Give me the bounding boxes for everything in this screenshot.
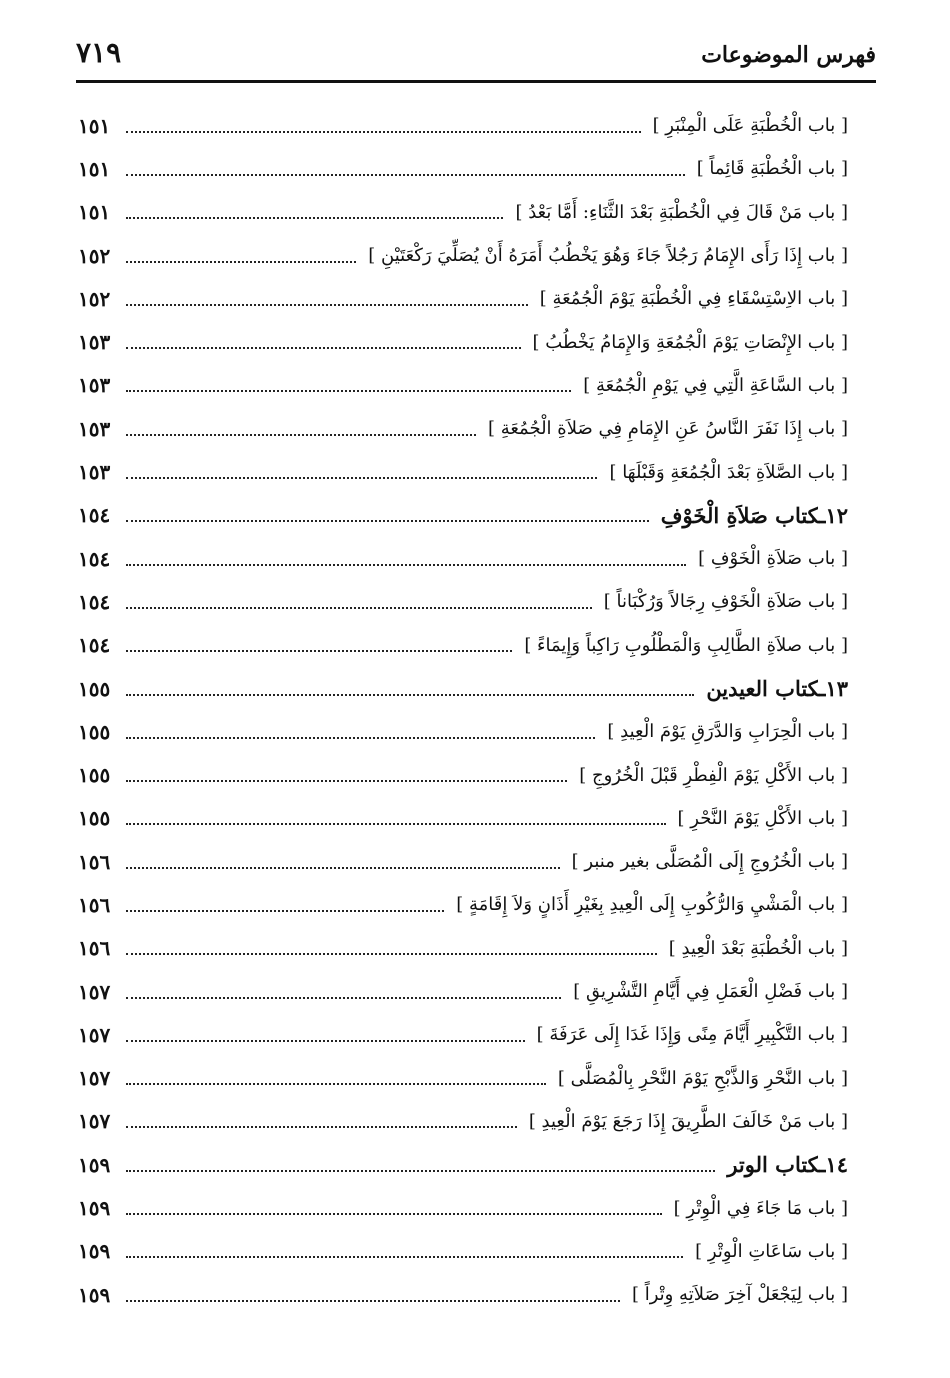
- running-header-title: فهرس الموضوعات: [701, 42, 876, 68]
- page-ref: ١٥٧: [78, 1022, 111, 1047]
- toc-row: [78, 970, 848, 1013]
- dot-leader: [126, 520, 649, 522]
- toc-row: [78, 234, 848, 277]
- page-ref: ١٥٤: [78, 503, 111, 528]
- chapter-title: [719, 1152, 848, 1177]
- section-title: [ باب لِيَجْعَلْ آخِرَ صَلاَتِهِ وِتْراً ]: [631, 1284, 848, 1306]
- toc-row: [78, 104, 848, 147]
- dot-leader: [126, 261, 356, 263]
- toc-row: [78, 407, 848, 450]
- section-title: [ باب إِذَا نَفَرَ النَّاسُ عَنِ الإِمَامِ فِي صَلاَةِ الْجُمُعَةِ ]: [487, 418, 848, 440]
- toc-row: [78, 1013, 848, 1056]
- dot-leader: [126, 1300, 620, 1302]
- section-title: [ باب التَّكْبِيرِ أَيَّامَ مِنًى وَإِذَا غَدَا إِلَى عَرَفَةَ ]: [536, 1024, 848, 1046]
- section-title: [ باب فَضْلِ الْعَمَلِ فِي أَيَّامِ التَّشْرِيقِ ]: [573, 981, 848, 1003]
- section-title: [ باب سَاعَاتِ الْوِتْرِ ]: [695, 1240, 848, 1262]
- dot-leader: [126, 1126, 517, 1128]
- page-ref: ١٥٥: [78, 763, 111, 788]
- chapter-number: ١٢ـ: [819, 502, 848, 528]
- chapter-number: ١٣ـ: [819, 676, 848, 701]
- page-ref: ١٥٤: [78, 633, 111, 658]
- toc-row: [78, 320, 848, 363]
- section-title: [ باب مَنْ قَالَ فِي الْخُطْبَةِ بَعْدَ الثَّنَاءِ: أَمَّا بَعْدُ ]: [515, 201, 848, 223]
- page-ref: ١٥١: [78, 200, 111, 225]
- toc-row: [78, 1057, 848, 1100]
- section-title: [ باب مَا جَاءَ فِي الْوِتْرِ ]: [673, 1197, 848, 1219]
- toc-row: [78, 1100, 848, 1143]
- dot-leader: [126, 780, 567, 782]
- toc-row: [78, 1273, 848, 1316]
- dot-leader: [126, 1256, 683, 1258]
- toc-row: [78, 797, 848, 840]
- chapter-heading-row: [78, 667, 848, 710]
- dot-leader: [126, 1083, 546, 1085]
- page-ref: ١٥٥: [78, 719, 111, 744]
- dot-leader: [126, 910, 444, 912]
- section-title: [ باب الْحِرَابِ وَالدَّرَقِ يَوْمَ الْعِيدِ ]: [607, 721, 848, 743]
- toc-row: [78, 450, 848, 493]
- dot-leader: [126, 347, 521, 349]
- page-ref: ١٥٩: [78, 1152, 111, 1177]
- toc-row: [78, 1230, 848, 1273]
- dot-leader: [126, 650, 512, 652]
- page-ref: ١٥٩: [78, 1196, 111, 1221]
- page-ref: ١٥٦: [78, 936, 111, 961]
- dot-leader: [126, 1213, 662, 1215]
- dot-leader: [126, 737, 595, 739]
- page-ref: ١٥٧: [78, 1109, 111, 1134]
- section-title: [ باب صَلاَةِ الْخَوْفِ ]: [698, 548, 848, 570]
- page-ref: ١٥٦: [78, 892, 111, 917]
- toc-row: [78, 1186, 848, 1229]
- chapter-title-text: كتاب صَلاَةِ الْخَوْفِ: [660, 502, 820, 528]
- page-ref: ١٥٧: [78, 1066, 111, 1091]
- dot-leader: [126, 564, 686, 566]
- section-title: [ باب صَلاَةِ الْخَوْفِ رِجَالاً وَرُكْبَاناً ]: [603, 591, 848, 613]
- dot-leader: [126, 174, 685, 176]
- page-ref: ١٥٥: [78, 806, 111, 831]
- toc-row: [78, 277, 848, 320]
- page-ref: ١٥٣: [78, 460, 111, 485]
- toc-row: [78, 191, 848, 234]
- section-title: [ باب الإِنْصَاتِ يَوْمَ الْجُمُعَةِ وَالإِمَامُ يَخْطُبُ ]: [532, 331, 848, 353]
- page-ref: ١٥٧: [78, 979, 111, 1004]
- dot-leader: [126, 131, 641, 133]
- page-ref: ١٥٦: [78, 849, 111, 874]
- section-title: [ باب الْخُطْبَةِ قَائِماً ]: [696, 158, 848, 180]
- toc-row: [78, 364, 848, 407]
- page-ref: ١٥٩: [78, 1239, 111, 1264]
- section-title: [ باب السَّاعَةِ الَّتِي فِي يَوْمِ الْجُمُعَةِ ]: [583, 374, 848, 396]
- toc-row: [78, 537, 848, 580]
- section-title: [ باب صلاَةِ الطَّالِبِ وَالْمَطْلُوبِ رَاكِباً وَإِيمَاءً ]: [524, 634, 848, 656]
- page-ref: ١٥٣: [78, 416, 111, 441]
- section-title: [ باب إِذَا رَأَى الإِمَامُ رَجُلاً جَاءَ وَهُوَ يَخْطُبُ أَمَرَهُ أَنْ يُصَلِّيَ رَكْعَتَيْنِ ]: [368, 245, 848, 267]
- section-title: [ باب الْمَشْيِ وَالرُّكُوبِ إِلَى الْعِيدِ بِغَيْرِ أَذَانٍ وَلاَ إِقَامَةٍ ]: [456, 894, 848, 916]
- header-rule: [76, 80, 876, 83]
- page-number: ٧١٩: [76, 36, 122, 69]
- toc-row: [78, 883, 848, 926]
- toc-row: [78, 927, 848, 970]
- chapter-heading-row: [78, 1143, 848, 1186]
- chapter-number: ١٤ـ: [819, 1152, 848, 1178]
- dot-leader: [126, 1040, 525, 1042]
- dot-leader: [126, 823, 666, 825]
- page-ref: ١٥١: [78, 156, 111, 181]
- dot-leader: [126, 953, 657, 955]
- page-ref: ١٥٣: [78, 330, 111, 355]
- section-title: [ باب مَنْ خَالَفَ الطَّرِيقَ إِذَا رَجَعَ يَوْمَ الْعِيدِ ]: [528, 1110, 848, 1132]
- section-title: [ باب الْخُطْبَةِ بَعْدَ الْعِيدِ ]: [668, 937, 848, 959]
- dot-leader: [126, 867, 560, 869]
- section-title: [ باب النَّحْرِ وَالذَّبْحِ يَوْمَ النَّحْرِ بِالْمُصَلَّى ]: [557, 1067, 848, 1089]
- section-title: [ باب الأَكْلِ يَوْمَ النَّحْرِ ]: [677, 807, 848, 829]
- dot-leader: [126, 607, 592, 609]
- chapter-title-text: كتاب العيدين: [706, 676, 820, 701]
- section-title: [ باب الْخُطْبَةِ عَلَى الْمِنْبَرِ ]: [652, 115, 848, 137]
- toc-row: [78, 147, 848, 190]
- dot-leader: [126, 304, 528, 306]
- dot-leader: [126, 217, 503, 219]
- table-of-contents: [78, 104, 848, 1316]
- dot-leader: [126, 434, 476, 436]
- dot-leader: [126, 477, 597, 479]
- page-ref: ١٥٩: [78, 1282, 111, 1307]
- page-ref: ١٥٢: [78, 286, 111, 311]
- toc-row: [78, 624, 848, 667]
- page-ref: ١٥٤: [78, 546, 111, 571]
- page-ref: ١٥٣: [78, 373, 111, 398]
- page-ref: ١٥٢: [78, 243, 111, 268]
- chapter-title-text: كتاب الوتر: [727, 1152, 820, 1178]
- page-ref: ١٥١: [78, 113, 111, 138]
- section-title: [ باب الاِسْتِسْقَاءِ فِي الْخُطْبَةِ يَوْمَ الْجُمُعَةِ ]: [539, 288, 848, 310]
- dot-leader: [126, 390, 571, 392]
- dot-leader: [126, 694, 694, 696]
- toc-row: [78, 710, 848, 753]
- page-ref: ١٥٤: [78, 589, 111, 614]
- section-title: [ باب الأَكْلِ يَوْمَ الْفِطْرِ قَبْلَ الْخُرُوجِ ]: [579, 764, 848, 786]
- chapter-heading-row: [78, 494, 848, 537]
- section-title: [ باب الصَّلاَةِ بَعْدَ الْجُمُعَةِ وَقَبْلَهَا ]: [609, 461, 848, 483]
- toc-row: [78, 840, 848, 883]
- dot-leader: [126, 997, 561, 999]
- dot-leader: [126, 1170, 715, 1172]
- page-header: [76, 32, 876, 80]
- chapter-title: [698, 676, 848, 701]
- toc-row: [78, 580, 848, 623]
- section-title: [ باب الْخُرُوجِ إِلَى الْمُصَلَّى بغير منبر ]: [571, 851, 848, 873]
- chapter-title: [653, 503, 848, 528]
- page-ref: ١٥٥: [78, 676, 111, 701]
- toc-row: [78, 753, 848, 796]
